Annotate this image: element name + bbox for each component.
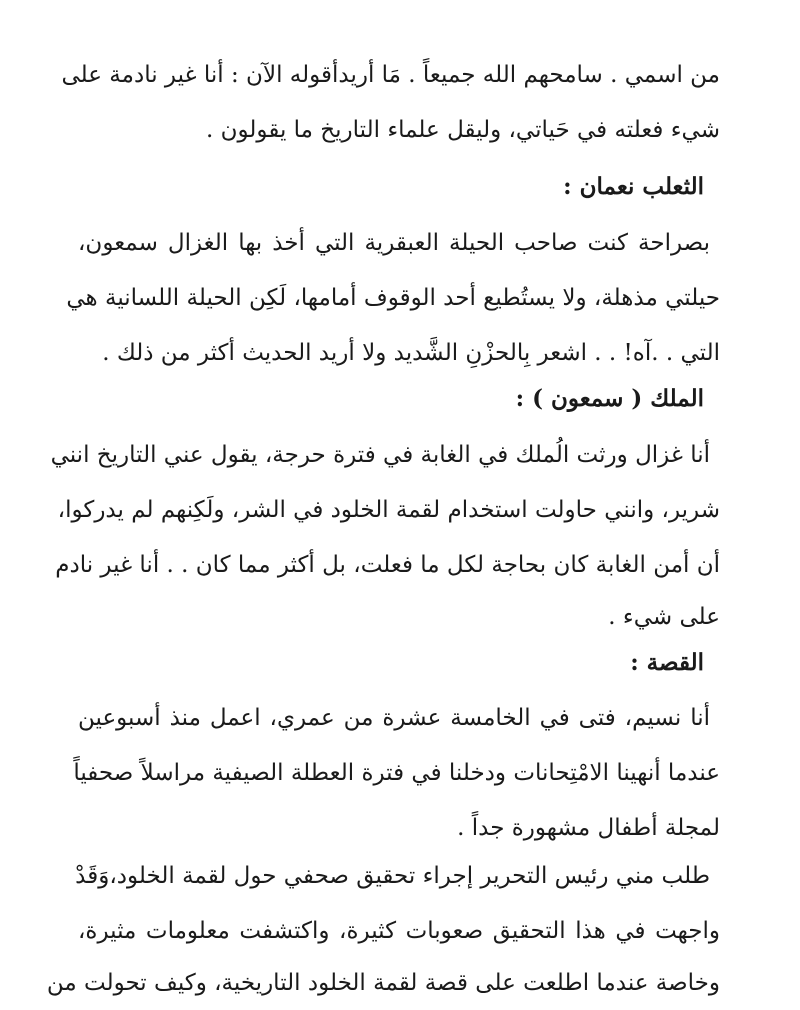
- text-line: أنا غزال ورثت الُملك في الغابة في فترة حرجة، يقول عني التاريخ انني: [50, 442, 710, 468]
- text-line: بصراحة كنت صاحب الحيلة العبقرية التي أخذ بها الغزال سمعون،: [78, 230, 710, 256]
- section-heading: الثعلب نعمان :: [563, 173, 704, 200]
- text-line: حيلتي مذهلة، ولا يستُطيع أحد الوقوف أمامها، لَكِن الحيلة اللسانية هي: [66, 285, 720, 311]
- section-heading: الملك ( سمعون ) :: [515, 385, 704, 412]
- section-heading: القصة :: [630, 649, 704, 676]
- text-line: واجهت في هذا التحقيق صعوبات كثيرة، واكتشفت معلومات مثيرة،: [78, 918, 720, 944]
- text-line: طلب مني رئيس التحرير إجراء تحقيق صحفي حول لقمة الخلود،وَقَدْ: [75, 863, 710, 889]
- text-line: من اسمي . سامحهم الله جميعاً . مَا أريدأقوله الآن : أنا غير نادمة على: [61, 62, 720, 88]
- text-line: أنا نسيم، فتى في الخامسة عشرة من عمري، اعمل منذ أسبوعين: [78, 705, 710, 731]
- text-line: عندما أنهينا الامْتِحانات ودخلنا في فترة العطلة الصيفية مراسلاً صحفياً: [73, 760, 720, 786]
- text-line: وخاصة عندما اطلعت على قصة لقمة الخلود التاريخية، وكيف تحولت من: [46, 970, 720, 996]
- text-line: لمجلة أطفال مشهورة جداً .: [457, 815, 720, 841]
- text-line: شرير، وانني حاولت استخدام لقمة الخلود في الشر، ولَكِنهم لم يدركوا،: [57, 497, 720, 523]
- text-line: شيء فعلته في حَياتي، وليقل علماء التاريخ ما يقولون .: [206, 117, 720, 143]
- text-line: على شيء .: [608, 604, 720, 630]
- text-line: أن أمن الغابة كان بحاجة لكل ما فعلت، بل أكثر مما كان . . أنا غير نادم: [55, 552, 720, 578]
- text-line: التي . .آه! . . اشعر بِالحزْنِ الشَّديد ولا أريد الحديث أكثر من ذلك .: [102, 340, 720, 366]
